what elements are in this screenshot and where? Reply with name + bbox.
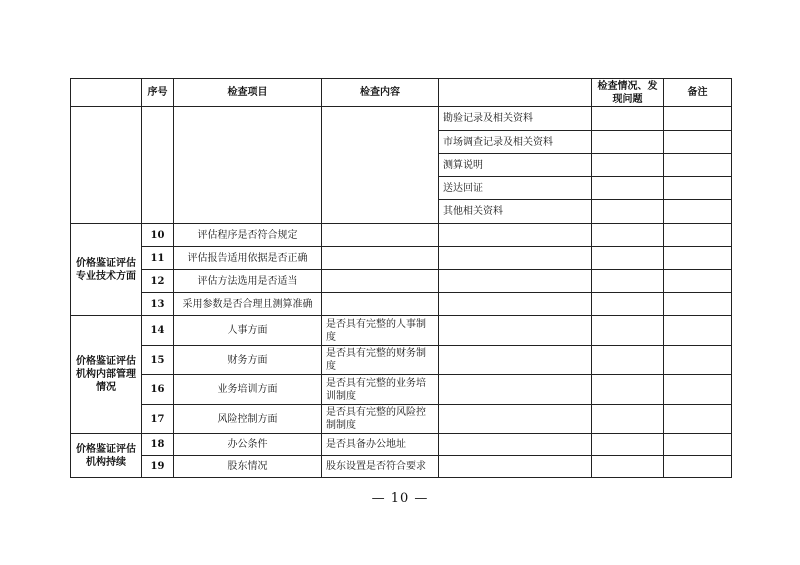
row-number: 13 bbox=[142, 293, 174, 316]
material-item: 送达回证 bbox=[439, 177, 592, 200]
blank-cell bbox=[439, 316, 592, 346]
table-row bbox=[71, 434, 732, 456]
findings-cell bbox=[592, 434, 664, 456]
materials-category-cell bbox=[71, 107, 142, 224]
row-content: 是否具有完整的风险控制制度 bbox=[322, 405, 439, 434]
row-item: 办公条件 bbox=[174, 434, 322, 456]
findings-cell bbox=[592, 456, 664, 478]
row-content: 是否具备办公地址 bbox=[322, 434, 439, 456]
header-findings: 检查情况、发现问题 bbox=[592, 79, 664, 107]
blank-cell bbox=[439, 434, 592, 456]
header-category-cell bbox=[71, 79, 142, 107]
row-content: 是否具有完整的人事制度 bbox=[322, 316, 439, 346]
category-cell: 价格鉴证评估专业技术方面 bbox=[71, 224, 142, 316]
table-row bbox=[71, 247, 732, 270]
blank-cell bbox=[439, 456, 592, 478]
table-row bbox=[71, 270, 732, 293]
row-item: 评估报告适用依据是否正确 bbox=[174, 247, 322, 270]
row-number: 15 bbox=[142, 346, 174, 375]
findings-cell bbox=[592, 200, 664, 224]
row-number: 12 bbox=[142, 270, 174, 293]
material-item: 市场调查记录及相关资料 bbox=[439, 131, 592, 154]
findings-cell bbox=[592, 405, 664, 434]
findings-cell bbox=[592, 293, 664, 316]
row-content bbox=[322, 247, 439, 270]
row-item: 采用参数是否合理且测算准确 bbox=[174, 293, 322, 316]
findings-cell bbox=[592, 177, 664, 200]
remarks-cell bbox=[664, 316, 732, 346]
row-number: 19 bbox=[142, 456, 174, 478]
remarks-cell bbox=[664, 200, 732, 224]
findings-cell bbox=[592, 224, 664, 247]
inspection-table bbox=[70, 78, 732, 478]
remarks-cell bbox=[664, 293, 732, 316]
remarks-cell bbox=[664, 247, 732, 270]
materials-content-cell bbox=[322, 107, 439, 224]
row-content: 是否具有完整的业务培训制度 bbox=[322, 375, 439, 405]
blank-cell bbox=[439, 405, 592, 434]
blank-cell bbox=[439, 375, 592, 405]
blank-cell bbox=[439, 270, 592, 293]
header-content: 检查内容 bbox=[322, 79, 439, 107]
blank-cell bbox=[439, 293, 592, 316]
materials-row bbox=[71, 107, 732, 131]
findings-cell bbox=[592, 107, 664, 131]
remarks-cell bbox=[664, 434, 732, 456]
row-item: 评估程序是否符合规定 bbox=[174, 224, 322, 247]
row-content bbox=[322, 224, 439, 247]
row-number: 17 bbox=[142, 405, 174, 434]
row-content: 股东设置是否符合要求 bbox=[322, 456, 439, 478]
remarks-cell bbox=[664, 154, 732, 177]
remarks-cell bbox=[664, 107, 732, 131]
table-row bbox=[71, 405, 732, 434]
row-item: 评估方法选用是否适当 bbox=[174, 270, 322, 293]
table-row bbox=[71, 316, 732, 346]
header-blank bbox=[439, 79, 592, 107]
row-item: 财务方面 bbox=[174, 346, 322, 375]
remarks-cell bbox=[664, 375, 732, 405]
blank-cell bbox=[439, 224, 592, 247]
findings-cell bbox=[592, 154, 664, 177]
header-remarks: 备注 bbox=[664, 79, 732, 107]
table-row bbox=[71, 224, 732, 247]
blank-cell bbox=[439, 247, 592, 270]
remarks-cell bbox=[664, 270, 732, 293]
findings-cell bbox=[592, 131, 664, 154]
row-content bbox=[322, 293, 439, 316]
row-number: 18 bbox=[142, 434, 174, 456]
findings-cell bbox=[592, 346, 664, 375]
row-number: 10 bbox=[142, 224, 174, 247]
findings-cell bbox=[592, 316, 664, 346]
remarks-cell bbox=[664, 177, 732, 200]
findings-cell bbox=[592, 247, 664, 270]
table-row bbox=[71, 346, 732, 375]
remarks-cell bbox=[664, 456, 732, 478]
row-item: 人事方面 bbox=[174, 316, 322, 346]
findings-cell bbox=[592, 375, 664, 405]
remarks-cell bbox=[664, 405, 732, 434]
table-row bbox=[71, 375, 732, 405]
row-item: 业务培训方面 bbox=[174, 375, 322, 405]
blank-cell bbox=[439, 346, 592, 375]
table-row bbox=[71, 456, 732, 478]
row-item: 股东情况 bbox=[174, 456, 322, 478]
findings-cell bbox=[592, 270, 664, 293]
material-item: 其他相关资料 bbox=[439, 200, 592, 224]
remarks-cell bbox=[664, 224, 732, 247]
remarks-cell bbox=[664, 131, 732, 154]
materials-seq-cell bbox=[142, 107, 174, 224]
header-seq: 序号 bbox=[142, 79, 174, 107]
material-item: 勘验记录及相关资料 bbox=[439, 107, 592, 131]
table-row bbox=[71, 293, 732, 316]
row-item: 风险控制方面 bbox=[174, 405, 322, 434]
header-row bbox=[71, 79, 732, 107]
materials-item-cell bbox=[174, 107, 322, 224]
page-number: — 10 — bbox=[371, 491, 429, 506]
category-cell: 价格鉴证评估机构内部管理情况 bbox=[71, 316, 142, 434]
remarks-cell bbox=[664, 346, 732, 375]
row-number: 14 bbox=[142, 316, 174, 346]
category-cell: 价格鉴证评估机构持续 bbox=[71, 434, 142, 478]
row-content: 是否具有完整的财务制度 bbox=[322, 346, 439, 375]
row-number: 11 bbox=[142, 247, 174, 270]
material-item: 测算说明 bbox=[439, 154, 592, 177]
header-item: 检查项目 bbox=[174, 79, 322, 107]
row-number: 16 bbox=[142, 375, 174, 405]
row-content bbox=[322, 270, 439, 293]
